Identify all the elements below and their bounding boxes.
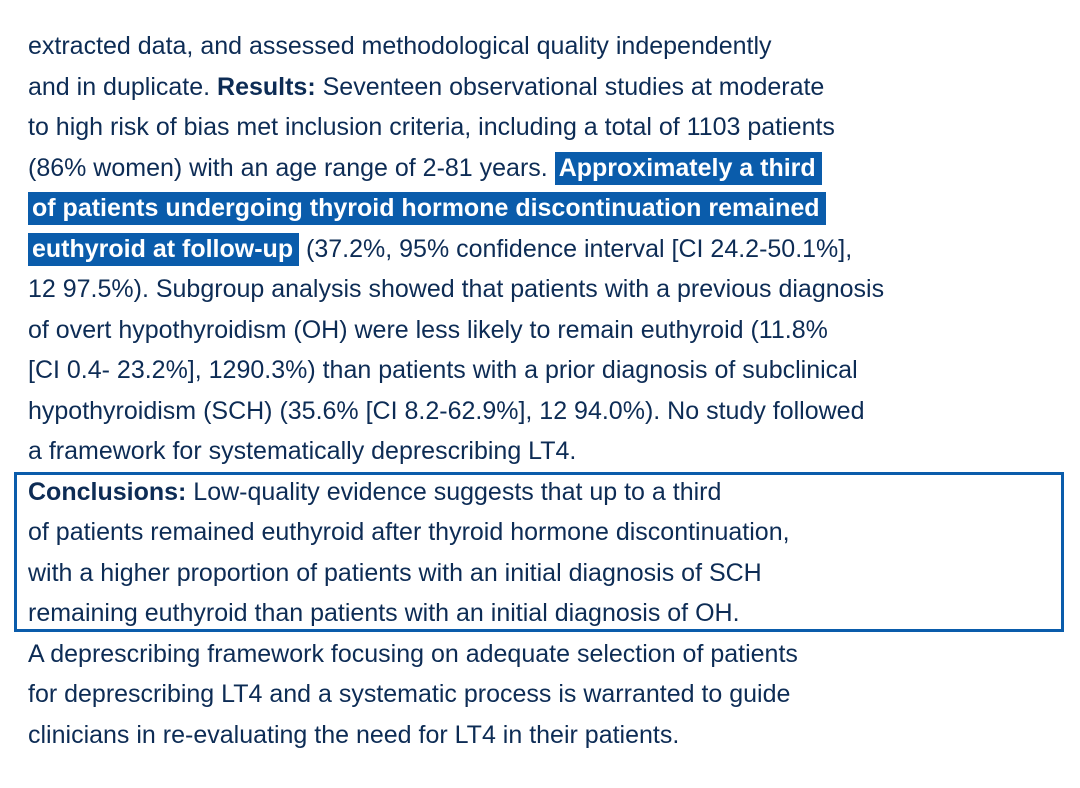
text-span: for deprescribing LT4 and a systematic process is warranted to guide — [28, 680, 791, 708]
abstract-line — [28, 107, 1073, 148]
highlighted-text: Approximately a third — [555, 152, 822, 185]
conclusions-heading: Conclusions: — [28, 477, 187, 506]
text-span: a framework for systematically deprescribing LT4. — [28, 437, 577, 465]
results-heading: Results: — [217, 72, 316, 101]
abstract-line — [28, 310, 1073, 351]
text-span: (37.2%, 95% confidence interval [CI 24.2-50.1%], — [299, 234, 853, 263]
text-span: with a higher proportion of patients with an initial diagnosis of SCH — [28, 558, 762, 587]
text-span: extracted data, and assessed methodological quality independently — [28, 32, 772, 60]
abstract-line — [28, 715, 1073, 756]
abstract-line — [28, 472, 1073, 513]
abstract-line — [28, 512, 1073, 553]
text-span: of overt hypothyroidism (OH) were less likely to remain euthyroid (11.8% — [28, 315, 828, 344]
abstract-line — [28, 674, 1073, 715]
text-span: of patients remained euthyroid after thyroid hormone discontinuation, — [28, 518, 790, 546]
text-span: to high risk of bias met inclusion criteria, including a total of 1103 patients — [28, 113, 835, 141]
abstract-line — [28, 431, 1073, 472]
text-span: Low-quality evidence suggests that up to a third — [186, 477, 722, 506]
abstract-line — [28, 229, 1073, 270]
abstract-line — [28, 593, 1073, 634]
text-span: clinicians in re-evaluating the need for LT4 in their patients. — [28, 720, 680, 749]
text-span: (86% women) with an age range of 2-81 years. — [28, 153, 555, 182]
abstract-line — [28, 269, 1073, 310]
text-span: and in duplicate. — [28, 72, 218, 101]
abstract-line — [28, 553, 1073, 594]
abstract-line — [28, 26, 1073, 67]
abstract-text — [28, 26, 1073, 755]
text-span: Seventeen observational studies at moderate — [315, 72, 825, 101]
abstract-line — [28, 634, 1073, 675]
text-span: 12 97.5%). Subgroup analysis showed that patients with a previous diagnosis — [28, 275, 885, 303]
abstract-line — [28, 188, 1073, 229]
text-span: remaining euthyroid than patients with an initial diagnosis of OH. — [28, 599, 740, 627]
abstract-line — [28, 391, 1073, 432]
text-span: A deprescribing framework focusing on adequate selection of patients — [28, 639, 798, 668]
highlighted-text: of patients undergoing thyroid hormone discontinuation remained — [28, 192, 826, 225]
abstract-line — [28, 148, 1073, 189]
text-span: hypothyroidism (SCH) (35.6% [CI 8.2-62.9%], 12 94.0%). No study followed — [28, 396, 865, 425]
text-span: [CI 0.4- 23.2%], 1290.3%) than patients with a prior diagnosis of subclinical — [28, 356, 858, 384]
abstract-line — [28, 67, 1073, 108]
highlighted-text: euthyroid at follow-up — [28, 233, 299, 266]
abstract-line — [28, 350, 1073, 391]
